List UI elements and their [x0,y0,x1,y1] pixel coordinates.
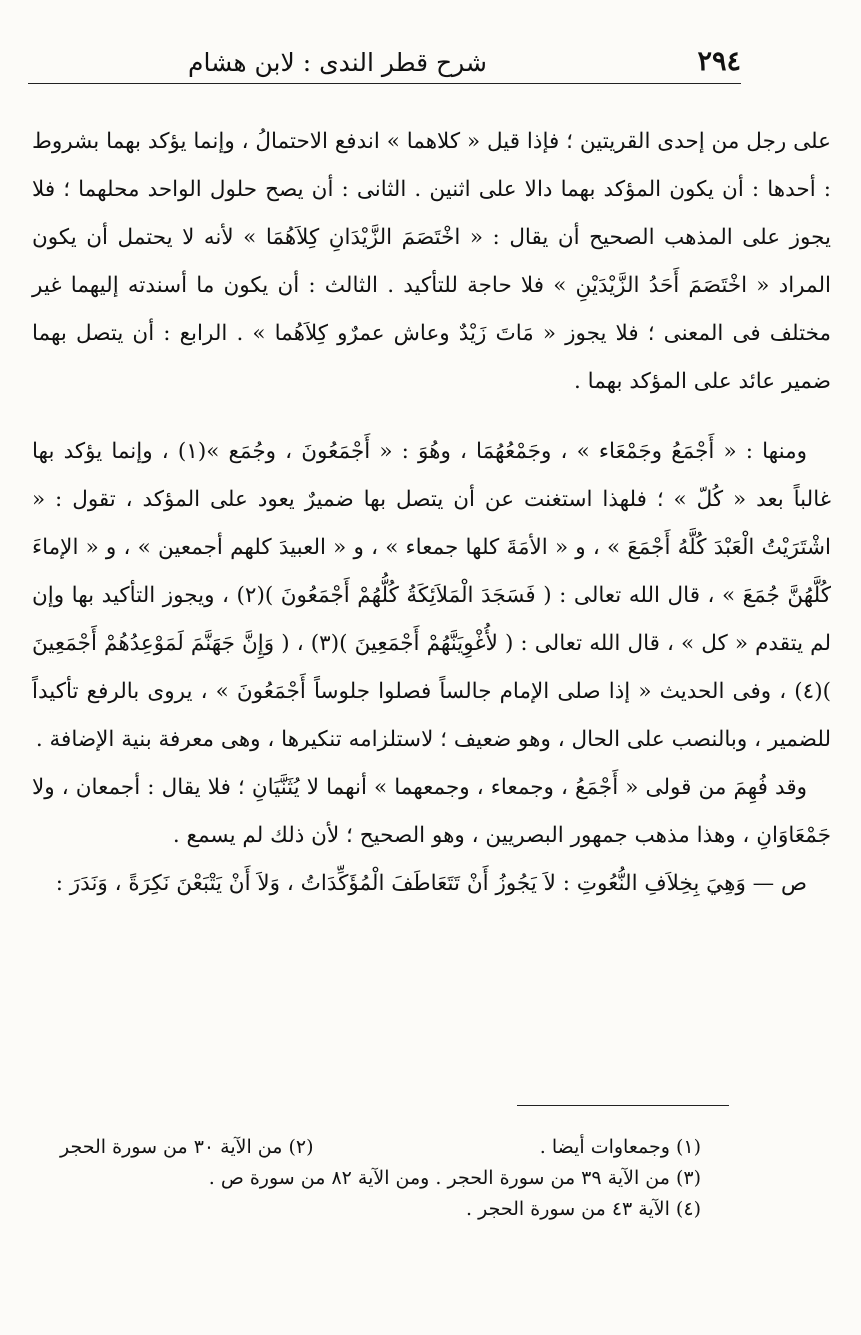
footnotes [60,1132,701,1225]
page-number: ٢٩٤ [697,46,741,77]
footnote-2: (٢) من الآية ٣٠ من سورة الحجر [60,1136,314,1158]
footnote-row [60,1132,701,1163]
footnote-3: (٣) من الآية ٣٩ من سورة الحجر . ومن الآية ٨٢ من سورة ص . [208,1167,701,1189]
footnote-4: (٤) الآية ٤٣ من سورة الحجر . [466,1198,701,1220]
paragraph-ajma: ومنها : « أَجْمَعُ وجَمْعَاء » ، وجَمْعُهُمَا ، وهُوَ : « أَجْمَعُونَ ، وجُمَع »(١) ، وإنما يؤكد بها غالباً بعد « كُلّ » ؛ فلهذا استغنت عن أن يتصل بها ضميرٌ يعود على المؤكد ، تقول : « اشْتَرَيْتُ الْعَبْدَ كُلَّهُ أَجْمَعَ » ، و « الأمَةَ كلها جمعاء » ، و « العبيدَ كلهم أجمعين » ، و « الإماءَ كُلَّهُنَّ جُمَعَ » ، قال الله تعالى : ( فَسَجَدَ الْمَلاَئِكَةُ كُلُّهُمْ أَجْمَعُونَ )(٢) ، ويجوز التأكيد بها وإن لم يتقدم « كل » ، قال الله تعالى : ( لأُغْوِيَنَّهُمْ أَجْمَعِينَ )(٣) ، ( وَإِنَّ جَهَنَّمَ لَمَوْعِدُهُمْ أَجْمَعِينَ )(٤) ، وفى الحديث « إذا صلى الإمام جالساً فصلوا جلوساً أَجْمَعُونَ » ، يروى بالرفع تأكيداً للضمير ، وبالنصب على الحال ، وهو ضعيف ؛ لاستلزامه تنكيرها ، وهى معرفة بنية الإضافة . [32,439,831,752]
footnote-separator [517,1105,729,1106]
paragraph-kila-conditions: على رجل من إحدى القريتين ؛ فإذا قيل « كلاهما » اندفع الاحتمالُ ، وإنما يؤكد بهما بشروط : أحدها : أن يكون المؤكد بهما دالا على اثنين . الثانى : أن يصح حلول الواحد محلهما ؛ فلا يجوز على المذهب الصحيح أن يقال : « اخْتَصَمَ الزَّيْدَانِ كِلاَهُمَا » لأنه لا يحتمل أن يكون المراد « اخْتَصَمَ أَحَدُ الزَّيْدَيْنِ » فلا حاجة للتأكيد . الثالث : أن يكون ما أسندته إليهما غير مختلف فى المعنى ؛ فلا يجوز « مَاتَ زَيْدٌ وعاش عمرٌو كِلاَهُما » . الرابع : أن يتصل بهما ضمير عائد على المؤكد بهما . [32,129,831,394]
running-head [28,44,741,84]
book-title: شرح قطر الندى : لابن هشام [188,48,487,77]
footnote-1: (١) وجمعاوات أيضا . [539,1136,701,1158]
paragraph-text-rule: ص — وَهِيَ بِخِلاَفِ النُّعُوتِ : لاَ يَجُوزُ أَنْ تَتَعَاطَفَ الْمُؤَكِّدَاتُ ، وَلاَ أَنْ يَتْبَعْنَ نَكِرَةً ، وَنَدَرَ : [55,871,807,896]
paragraph-no-dual: وقد فُهِمَ من قولى « أَجْمَعُ ، وجمعاء ، وجمعهما » أنهما لا يُثَنَّيَانِ ؛ فلا يقال : أجمعان ، ولا جَمْعَاوَانِ ، وهذا مذهب جمهور البصريين ، وهو الصحيح ؛ لأن ذلك لم يسمع . [32,775,831,848]
body-text [32,118,831,908]
